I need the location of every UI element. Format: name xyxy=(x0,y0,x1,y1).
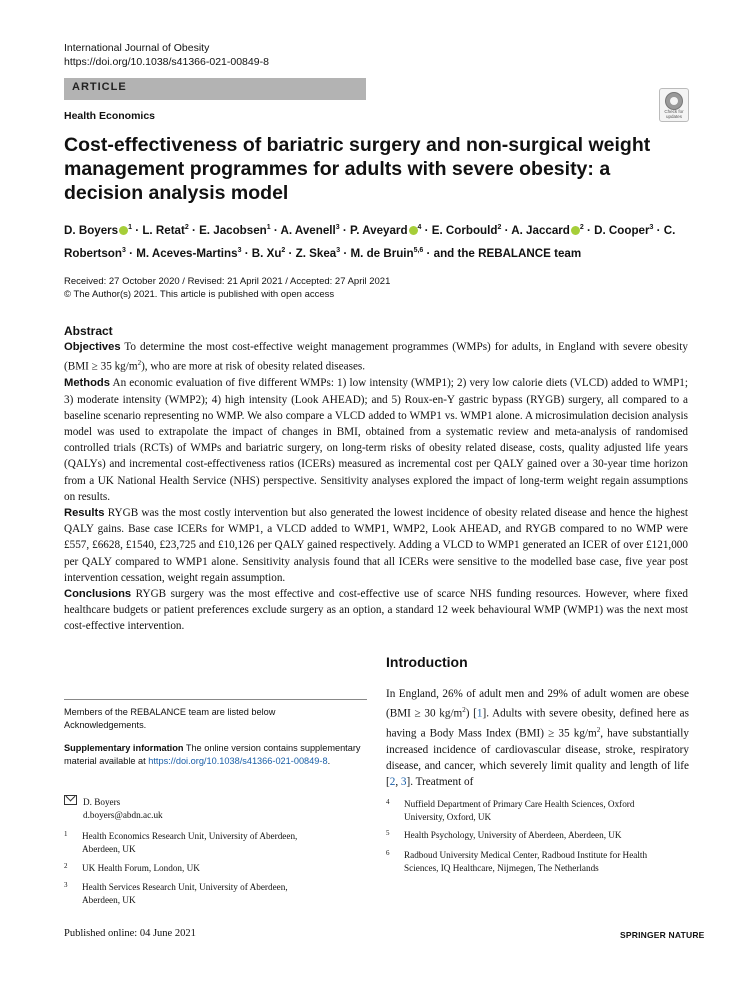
ref-link-1[interactable]: 1 xyxy=(476,707,483,720)
introduction-heading: Introduction xyxy=(386,654,468,670)
copyright-line: © The Author(s) 2021. This article is published with open access xyxy=(64,289,335,300)
author-7: D. Cooper$^3$ xyxy=(594,223,654,237)
correspondence xyxy=(64,795,163,822)
supplementary-link[interactable]: https://doi.org/10.1038/s41366-021-00849-8 xyxy=(148,756,328,766)
affiliation-5: 5 Health Psychology, University of Aberdeen, Aberdeen, UK xyxy=(386,829,622,840)
affiliation-2: 2 UK Health Forum, London, UK xyxy=(64,862,200,873)
author-1: L. Retat$^2$ xyxy=(142,223,189,237)
author-separator: · xyxy=(285,246,296,260)
author-list xyxy=(64,218,704,264)
abstract-objectives: Objectives To determine the most cost-effective weight management programmes (WMPs) for adults, in England with severe obesity (BMI ≥ 35 $kg/m^2$), who are more at risk of obesity related diseases. xyxy=(64,341,688,374)
article-title: Cost-effectiveness of bariatric surgery and non-surgical weight management programmes for adults with severe obesity: a decision analysis model xyxy=(64,134,651,204)
author-5: E. Corbould$^2$ xyxy=(431,223,502,237)
abstract-heading: Abstract xyxy=(64,324,113,338)
ref-link-3[interactable]: 3 xyxy=(400,776,407,789)
orcid-icon[interactable] xyxy=(571,226,580,235)
check-for-updates-icon[interactable] xyxy=(659,88,689,122)
author-separator: · xyxy=(423,246,434,260)
check-for-updates-text: Check for updates xyxy=(664,109,684,119)
author-12: M. de Bruin$^{5,6}$ xyxy=(350,246,424,260)
affiliation-6: 6 Radboud University Medical Center, Radboud Institute for Health Sciences, IQ Healthcare, Nijmegen, The Netherlands xyxy=(386,849,648,873)
author-2: E. Jacobsen$^1$ xyxy=(199,223,271,237)
author-separator: · xyxy=(132,223,143,237)
author-13: and the REBALANCE team xyxy=(433,246,582,260)
author-3: A. Avenell$^3$ xyxy=(280,223,340,237)
footnote-divider xyxy=(64,699,367,700)
orcid-icon[interactable] xyxy=(409,226,418,235)
author-separator: · xyxy=(340,246,351,260)
supplementary-note: Supplementary information The online version contains supplementary material available at https://doi.org/10.1038/s41366-021-00849-8. xyxy=(64,743,361,766)
envelope-icon xyxy=(64,795,77,805)
author-separator: · xyxy=(501,223,512,237)
article-type-label: ARTICLE xyxy=(72,81,127,93)
affiliation-3: 3 Health Services Research Unit, University of Aberdeen, Aberdeen, UK xyxy=(64,881,288,905)
author-separator: · xyxy=(339,223,350,237)
abstract-results: Results RYGB was the most costly intervention but also generated the lowest incidence of obesity related disease and hence the highest QALY gains. Base case ICERs for WMP1, a VLCD added to WMP1, WMP2, Look AHEAD, and RYGB compared to no WMP were £557, £6628, £1540, £23,725 and £10,126 per QALY gained respectively. Adding a VLCD to WMP1 generated an ICER of over £121,000 per QALY compared to WMP1 alone. Sensitivity analysis found that all ICERs were sensitive to the modelled base case, five year post intervention cessation, weight regain assumption. xyxy=(64,506,689,584)
introduction-text: In England, 26% of adult men and 29% of adult women are obese (BMI ≥ 30 $kg/m^2$) [1]. Adults with severe obesity, defined here as having a Body Mass Index (BMI) ≥ 35 $kg/m^2$, have substantially increased incidence of cardiovascular disease, stroke, respiratory disease, and cancer, which severely limit quality and length of life [2, 3]. Treatment of xyxy=(386,688,689,789)
author-0: D. Boyers $^1$ xyxy=(64,223,133,237)
author-separator: · xyxy=(125,246,137,260)
corresp-name: D. Boyers xyxy=(83,797,121,807)
article-dates xyxy=(64,275,390,301)
affiliation-4: 4 Nuffield Department of Primary Care Health Sciences, Oxford University, Oxford, UK xyxy=(386,798,635,822)
publisher-logo: SPRINGER NATURE xyxy=(620,930,705,940)
author-separator: · xyxy=(270,223,281,237)
orcid-icon[interactable] xyxy=(119,226,128,235)
corresp-email[interactable]: d.boyers@abdn.ac.uk xyxy=(83,810,163,820)
published-date: Published online: 04 June 2021 xyxy=(64,928,196,939)
author-4: P. Aveyard $^4$ xyxy=(349,223,422,237)
doi-link[interactable]: https://doi.org/10.1038/s41366-021-00849-8 xyxy=(64,56,269,68)
author-8: C. Robertson$^3$ xyxy=(64,223,676,260)
author-separator: · xyxy=(188,223,200,237)
ref-link-2[interactable]: 2 xyxy=(389,776,396,789)
author-10: B. Xu$^2$ xyxy=(251,246,286,260)
journal-name: International Journal of Obesity xyxy=(64,42,210,54)
author-6: A. Jaccard $^2$ xyxy=(511,223,584,237)
history-dates: Received: 27 October 2020 / Revised: 21 April 2021 / Accepted: 27 April 2021 xyxy=(64,276,391,287)
author-separator: · xyxy=(421,223,432,237)
abstract-conclusions: Conclusions RYGB surgery was the most effective and cost-effective use of scarce NHS funding resources. However, where fixed healthcare budgets or patient preferences exclude surgery as an option, a standard 12 week behavioural WMP (WMP1) was the next most cost-effective intervention. xyxy=(64,587,688,633)
author-separator: · xyxy=(583,223,595,237)
affiliation-1: 1 Health Economics Research Unit, University of Aberdeen, Aberdeen, UK xyxy=(64,830,298,854)
members-note: Members of the REBALANCE team are listed below Acknowledgements. xyxy=(64,707,276,730)
author-11: Z. Skea$^3$ xyxy=(295,246,341,260)
author-9: M. Aceves-Martins$^3$ xyxy=(136,246,242,260)
abstract xyxy=(64,323,688,635)
author-separator: · xyxy=(653,223,664,237)
author-separator: · xyxy=(241,246,252,260)
abstract-methods: Methods An economic evaluation of five different WMPs: 1) low intensity (WMP1); 2) very low calorie diets (VLCD) added to WMP1; 3) moderate intensity (WMP2); 4) high intensity (Look AHEAD); and 5) Roux-en-Y gastric bypass (RYGB) surgery, all compared to a baseline scenario representing no WMP. We also compare a VLCD added to WMP1 vs. WMP1 alone. A microsimulation decision analysis model was used to extrapolate the impact of changes in BMI, obtained from a systematic review and meta-analysis of randomised controlled trials (RCTs) of WMPs and bariatric surgery, on long-term risks of obesity related disease, costs, quality adjusted life years (QALYs) and incremental cost-effectiveness ratios (ICERs) measured as incremental cost per QALY gained over a 30-year time horizon from a UK National Health Service (NHS) perspective. Sensitivity analyses explored the impact of long-term weight regain assumptions on results. xyxy=(64,377,688,503)
section-label: Health Economics xyxy=(64,110,156,122)
